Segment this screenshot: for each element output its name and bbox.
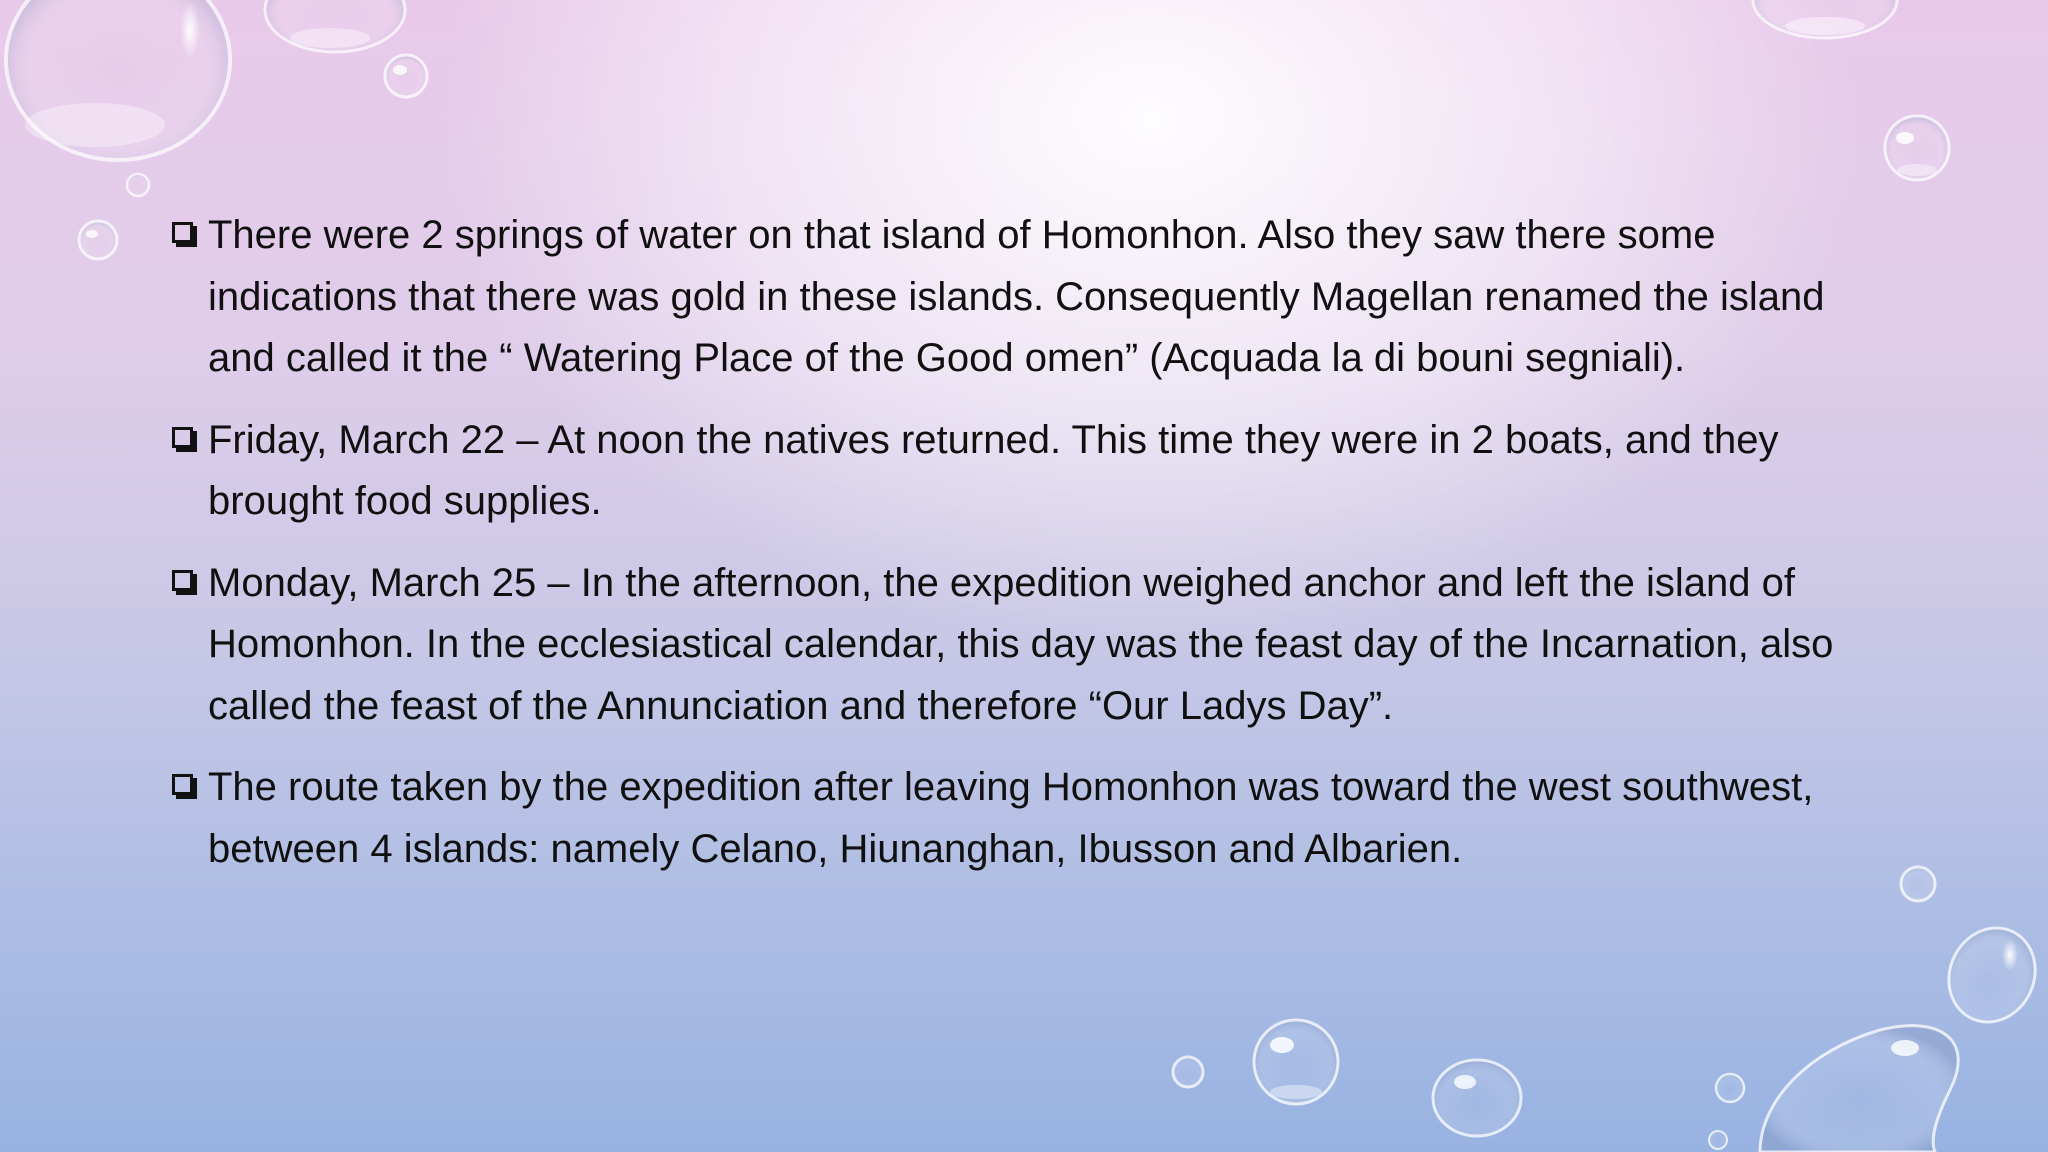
water-droplet-icon: [1760, 1026, 1958, 1152]
water-droplet-icon: [385, 55, 427, 97]
water-droplet-icon: [79, 221, 117, 259]
water-droplet-icon: [1716, 1074, 1744, 1102]
water-droplet-icon: [1173, 1057, 1203, 1087]
bullet-text: The route taken by the expedition after leaving Homonhon was toward the west southwest, between 4 islands: namely Celano, Hiunanghan, Ibusson and Albarien.: [208, 765, 1814, 871]
bullet-text: There were 2 springs of water on that island of Homonhon. Also they saw there some indications that there was gold in these islands. Consequently Magellan renamed the island and called it the “ Watering Place of the Good omen” (Acquada la di bouni segniali).: [208, 213, 1825, 380]
square-bullet-icon: [172, 774, 193, 795]
water-droplet-icon: [6, 0, 230, 160]
water-droplet-icon: [1885, 116, 1949, 180]
water-droplet-icon: [1433, 1060, 1521, 1136]
water-droplet-icon: [1901, 867, 1935, 901]
bullet-item: [172, 410, 1892, 533]
water-droplet-icon: [127, 174, 149, 196]
square-bullet-icon: [172, 427, 193, 448]
bullet-item: [172, 205, 1892, 390]
bullet-text: Friday, March 22 – At noon the natives returned. This time they were in 2 boats, and they brought food supplies.: [208, 417, 1779, 523]
square-bullet-icon: [172, 222, 193, 243]
bullet-list: [172, 205, 1892, 900]
water-droplet-icon: [1753, 0, 1897, 38]
square-bullet-icon: [172, 570, 193, 591]
water-droplet-icon: [1934, 914, 2048, 1037]
bullet-item: [172, 553, 1892, 738]
bullet-text: Monday, March 25 – In the afternoon, the expedition weighed anchor and left the island of Homonhon. In the ecclesiastical calendar, this day was the feast day of the Incarnation, also called the feast of the Annunciation and therefore “Our Ladys Day”.: [208, 560, 1834, 728]
water-droplet-icon: [1254, 1020, 1338, 1104]
water-droplet-icon: [265, 0, 405, 52]
bullet-item: [172, 757, 1892, 880]
water-droplet-icon: [1709, 1131, 1727, 1149]
